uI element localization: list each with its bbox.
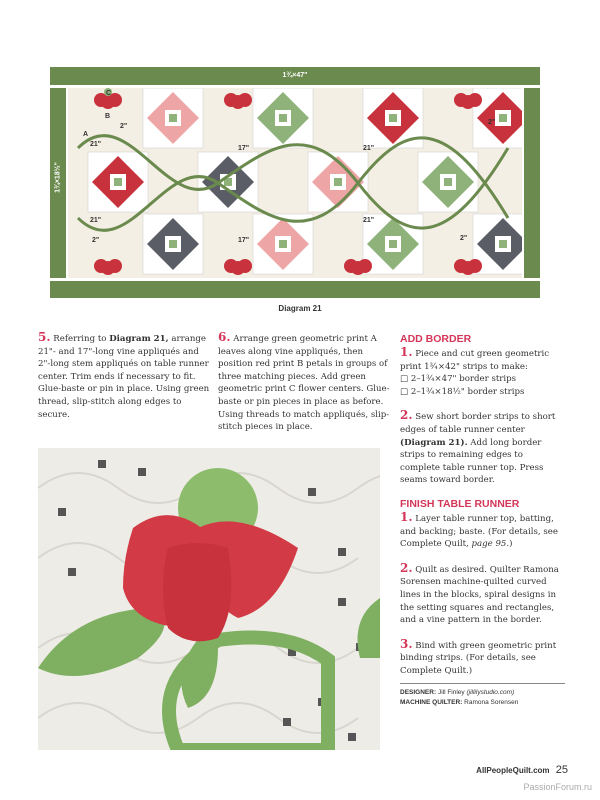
left-border-strip — [50, 88, 66, 278]
designer-name: Jill Finley — [437, 689, 465, 697]
designer-site: (jillilystudio.com) — [466, 689, 515, 697]
page-number: 25 — [555, 764, 568, 776]
block-center-square — [444, 178, 452, 186]
step-number: 2. — [400, 408, 413, 423]
petal-label: B — [105, 113, 111, 120]
step-number: 1. — [400, 509, 413, 524]
stem-label: 2" — [92, 237, 100, 244]
block-center-square — [169, 114, 177, 122]
center-label: C — [106, 90, 112, 97]
block-center-square — [279, 114, 287, 122]
step-5 — [38, 331, 210, 421]
credits — [400, 683, 565, 708]
step-text: Referring to — [53, 334, 110, 344]
petal — [351, 261, 365, 275]
add-border-section — [400, 333, 565, 708]
stem-label: 2" — [488, 119, 496, 126]
site-name: AllPeopleQuilt.com — [476, 766, 550, 775]
stem-label: 2" — [120, 123, 128, 130]
block-center-square — [114, 178, 122, 186]
step-number: 5. — [38, 330, 51, 344]
leaf-label: A — [83, 131, 89, 138]
block-center-square — [169, 240, 177, 248]
step-text: Layer table runner top, batting, and backing; baste. (For details, see Complete Quilt, — [400, 513, 558, 550]
vine-long-label: 21" — [363, 217, 375, 224]
right-border-strip — [524, 88, 540, 278]
block-center-square — [499, 240, 507, 248]
designer-label: DESIGNER: — [400, 689, 437, 697]
petal — [101, 261, 115, 275]
petal — [461, 95, 475, 109]
block-center-square — [279, 240, 287, 248]
long-dimension-label: 1¾×47" — [282, 72, 308, 79]
petal — [461, 261, 475, 275]
diagram-ref: Diagram 21, — [109, 334, 169, 344]
block-center-square — [334, 178, 342, 186]
watermark: PassionForum.ru — [523, 782, 592, 792]
block-center-square — [499, 114, 507, 122]
diagram-caption: Diagram 21 — [278, 304, 322, 313]
step-text: Bind with green geometric print binding strips. (For details, see Complete Quilt.) — [400, 640, 557, 676]
stem-label: 2" — [460, 235, 468, 242]
vine-long-label: 21" — [90, 217, 102, 224]
vine-long-label: 21" — [363, 145, 375, 152]
page-ref: page 95. — [471, 539, 510, 550]
step-text: Add long border strips to remaining edges to complete table runner top. Press seams toward border. — [400, 437, 544, 486]
step-text: arrange 21"- and 17"-long vine appliqués and 2"-long stem appliqués on table runner center. Trim ends if necessary to fit. Glue-baste or pin in place. Using green thread, slip-stitch along edges to secure. — [38, 334, 210, 420]
block-center-square — [389, 114, 397, 122]
step-text: Arrange green geometric print A leaves along vine appliqués, then position red print B petals in groups of three matching pieces. Add green geometric print C flower centers. Glue-baste or pin pieces in place as before. Using threads to match appliqués, slip-stitch pieces in place. — [218, 334, 390, 433]
petal — [231, 261, 245, 275]
runner-center — [68, 88, 522, 278]
quilter-label: MACHINE QUILTER: — [400, 699, 463, 707]
block-center-square — [389, 240, 397, 248]
section-heading: ADD BORDER — [400, 333, 472, 345]
step-text: Quilt as desired. Quilter Ramona Sorensen machine-quilted curved lines in the blocks, spiral designs in the setting squares and rectangles, and a vine pattern in the border. — [400, 564, 559, 626]
top-border-strip — [50, 67, 540, 85]
cut-list-item: □ 2–1¾×18½" border strips — [400, 386, 525, 397]
quilt-closeup-photo — [38, 448, 380, 750]
step-number: 6. — [218, 330, 231, 344]
petal — [231, 95, 245, 109]
step-number: 3. — [400, 636, 413, 651]
step-text: ) — [509, 539, 513, 550]
short-dimension-label: 1¾×18½" — [54, 162, 62, 193]
quilter-name: Ramona Sorensen — [464, 699, 519, 707]
section-heading: FINISH TABLE RUNNER — [400, 497, 520, 510]
page-footer — [476, 764, 568, 776]
step-number: 1. — [400, 345, 413, 359]
step-number: 2. — [400, 560, 413, 575]
petal — [101, 95, 115, 109]
step-text: Piece and cut green geometric print 1¾×42" strips to make: — [400, 349, 550, 372]
bottom-border-strip — [50, 281, 540, 298]
step-6 — [218, 331, 390, 434]
cut-list-item: □ 2–1¾×47" border strips — [400, 374, 517, 385]
diagram-ref: (Diagram 21). — [400, 437, 468, 448]
vine-short-label: 17" — [238, 145, 250, 152]
vine-long-label: 21" — [90, 141, 102, 148]
vine-short-label: 17" — [238, 237, 250, 244]
step-text: Sew short border strips to short edges of table runner center — [400, 412, 556, 435]
